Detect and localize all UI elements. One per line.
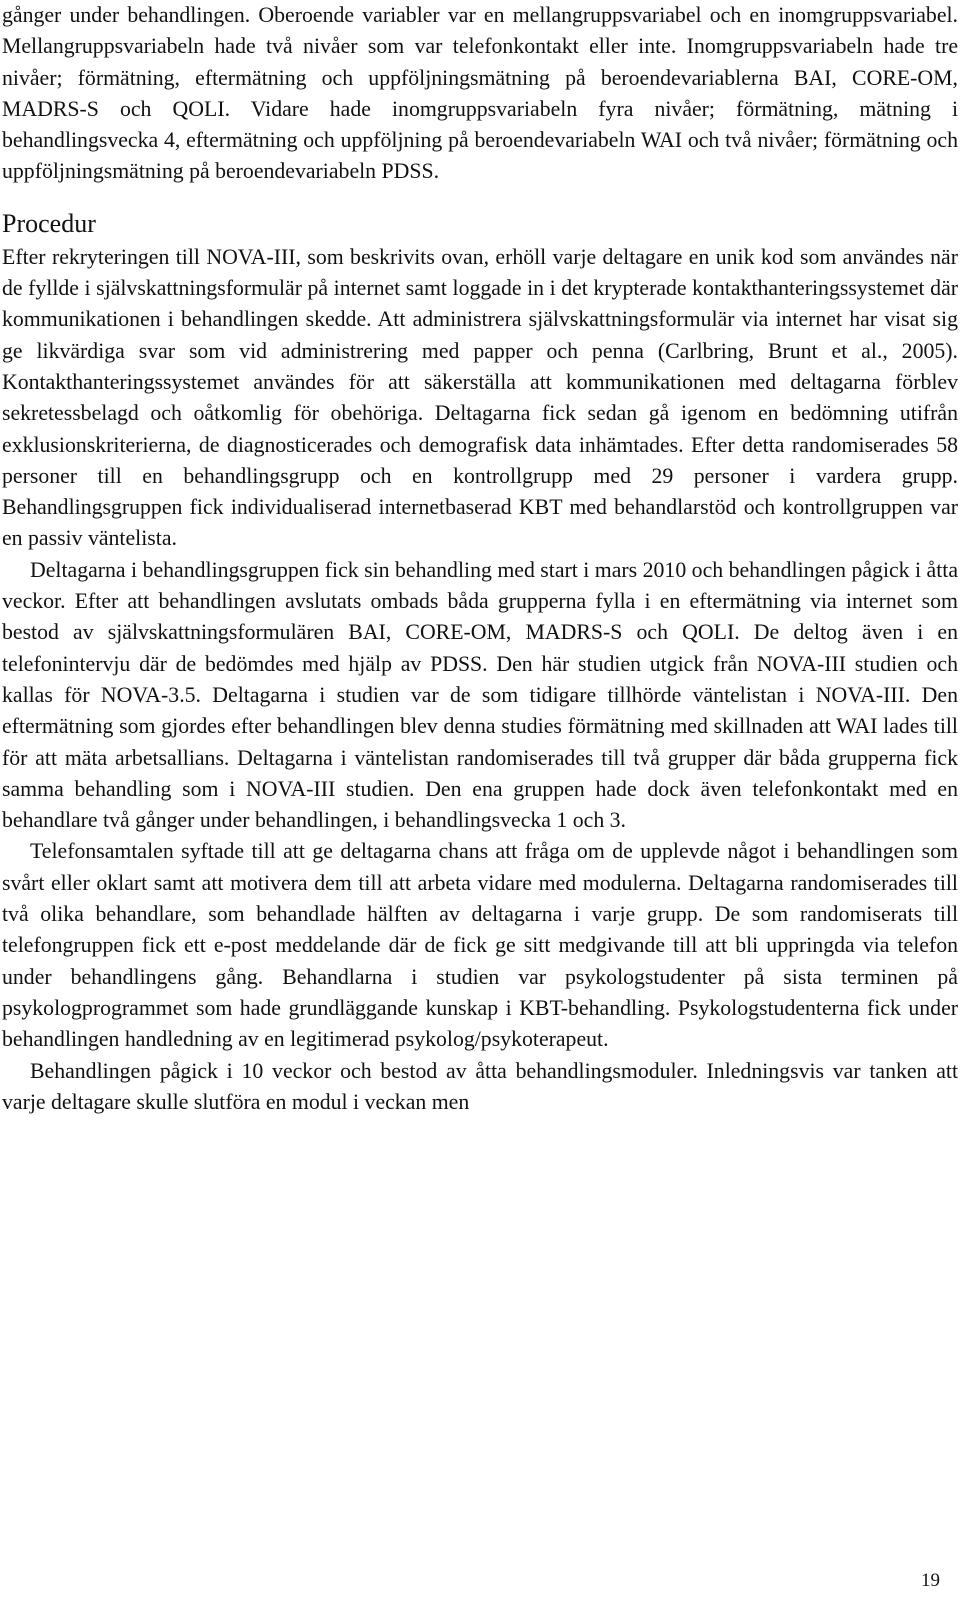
body-paragraph-2: Deltagarna i behandlingsgruppen fick sin behandling med start i mars 2010 och behandlingen pågick i åtta veckor. Efter att behandlingen avslutats ombads båda grupperna fylla i en eftermätning via internet som bestod av självskattningsformulären BAI, CORE-OM, MADRS-S och QOLI. De deltog även i en telefonintervju där de bedömdes med hjälp av PDSS. Den här studien utgick från NOVA-III studien och kallas för NOVA-3.5. Deltagarna i studien var de som tidigare tillhörde väntelistan i NOVA-III. Den eftermätning som gjordes efter behandlingen blev denna studies förmätning med skillnaden att WAI lades till för att mäta arbetsallians. Deltagarna i väntelistan randomiserades till två grupper där båda grupperna fick samma behandling som i NOVA-III studien. Den ena gruppen hade dock även telefonkontakt med en behandlare två gånger under behandlingen, i behandlingsvecka 1 och 3. [2, 557, 958, 833]
document-page [2, 0, 958, 1118]
section-heading: Procedur [2, 208, 96, 238]
body-paragraph-intro: gånger under behandlingen. Oberoende variabler var en mellangruppsvariabel och en inomgruppsvariabel. Mellangruppsvariabeln hade två nivåer som var telefonkontakt eller inte. Inomgruppsvariabeln hade tre nivåer; förmätning, eftermätning och uppföljningsmätning på beroendevariablerna BAI, CORE-OM, MADRS-S och QOLI. Vidare hade inomgruppsvariabeln fyra nivåer; förmätning, mätning i behandlingsvecka 4, eftermätning och uppföljning på beroendevariabeln WAI och två nivåer; förmätning och uppföljningsmätning på beroendevariabeln PDSS. [2, 3, 958, 184]
page-number: 19 [921, 1570, 940, 1591]
body-paragraph-1: Efter rekryteringen till NOVA-III, som beskrivits ovan, erhöll varje deltagare en unik kod som användes när de fyllde i självskattningsformulär på internet samt loggade in i det krypterade kontakthanteringssystemet där kommunikationen i behandlingen skedde. Att administrera självskattningsformulär via internet har visat sig ge likvärdiga svar som vid administrering med papper och penna (Carlbring, Brunt et al., 2005). Kontakthanteringssystemet användes för att säkerställa att kommunikationen med deltagarna förblev sekretessbelagd och oåtkomlig för obehöriga. Deltagarna fick sedan gå igenom en bedömning utifrån exklusionskriterierna, de diagnosticerades och demografisk data inhämtades. Efter detta randomiserades 58 personer till en behandlingsgrupp och en kontrollgrupp med 29 personer i vardera grupp. Behandlingsgruppen fick individualiserad internetbaserad KBT med behandlarstöd och kontrollgruppen var en passiv väntelista. [2, 244, 958, 551]
body-paragraph-3: Telefonsamtalen syftade till att ge deltagarna chans att fråga om de upplevde något i behandlingen som svårt eller oklart samt att motivera dem till att arbeta vidare med modulerna. Deltagarna randomiserades till två olika behandlare, som behandlade hälften av deltagarna i varje grupp. De som randomiserats till telefongruppen fick ett e-post meddelande där de fick ge sitt medgivande till att bli uppringda via telefon under behandlingens gång. Behandlarna i studien var psykologstudenter på sista terminen på psykologprogrammet som hade grundläggande kunskap i KBT-behandling. Psykologstudenterna fick under behandlingen handledning av en legitimerad psykolog/psykoterapeut. [2, 839, 958, 1052]
body-paragraph-4: Behandlingen pågick i 10 veckor och bestod av åtta behandlingsmoduler. Inledningsvis var tanken att varje deltagare skulle slutföra en modul i veckan men [2, 1058, 958, 1114]
